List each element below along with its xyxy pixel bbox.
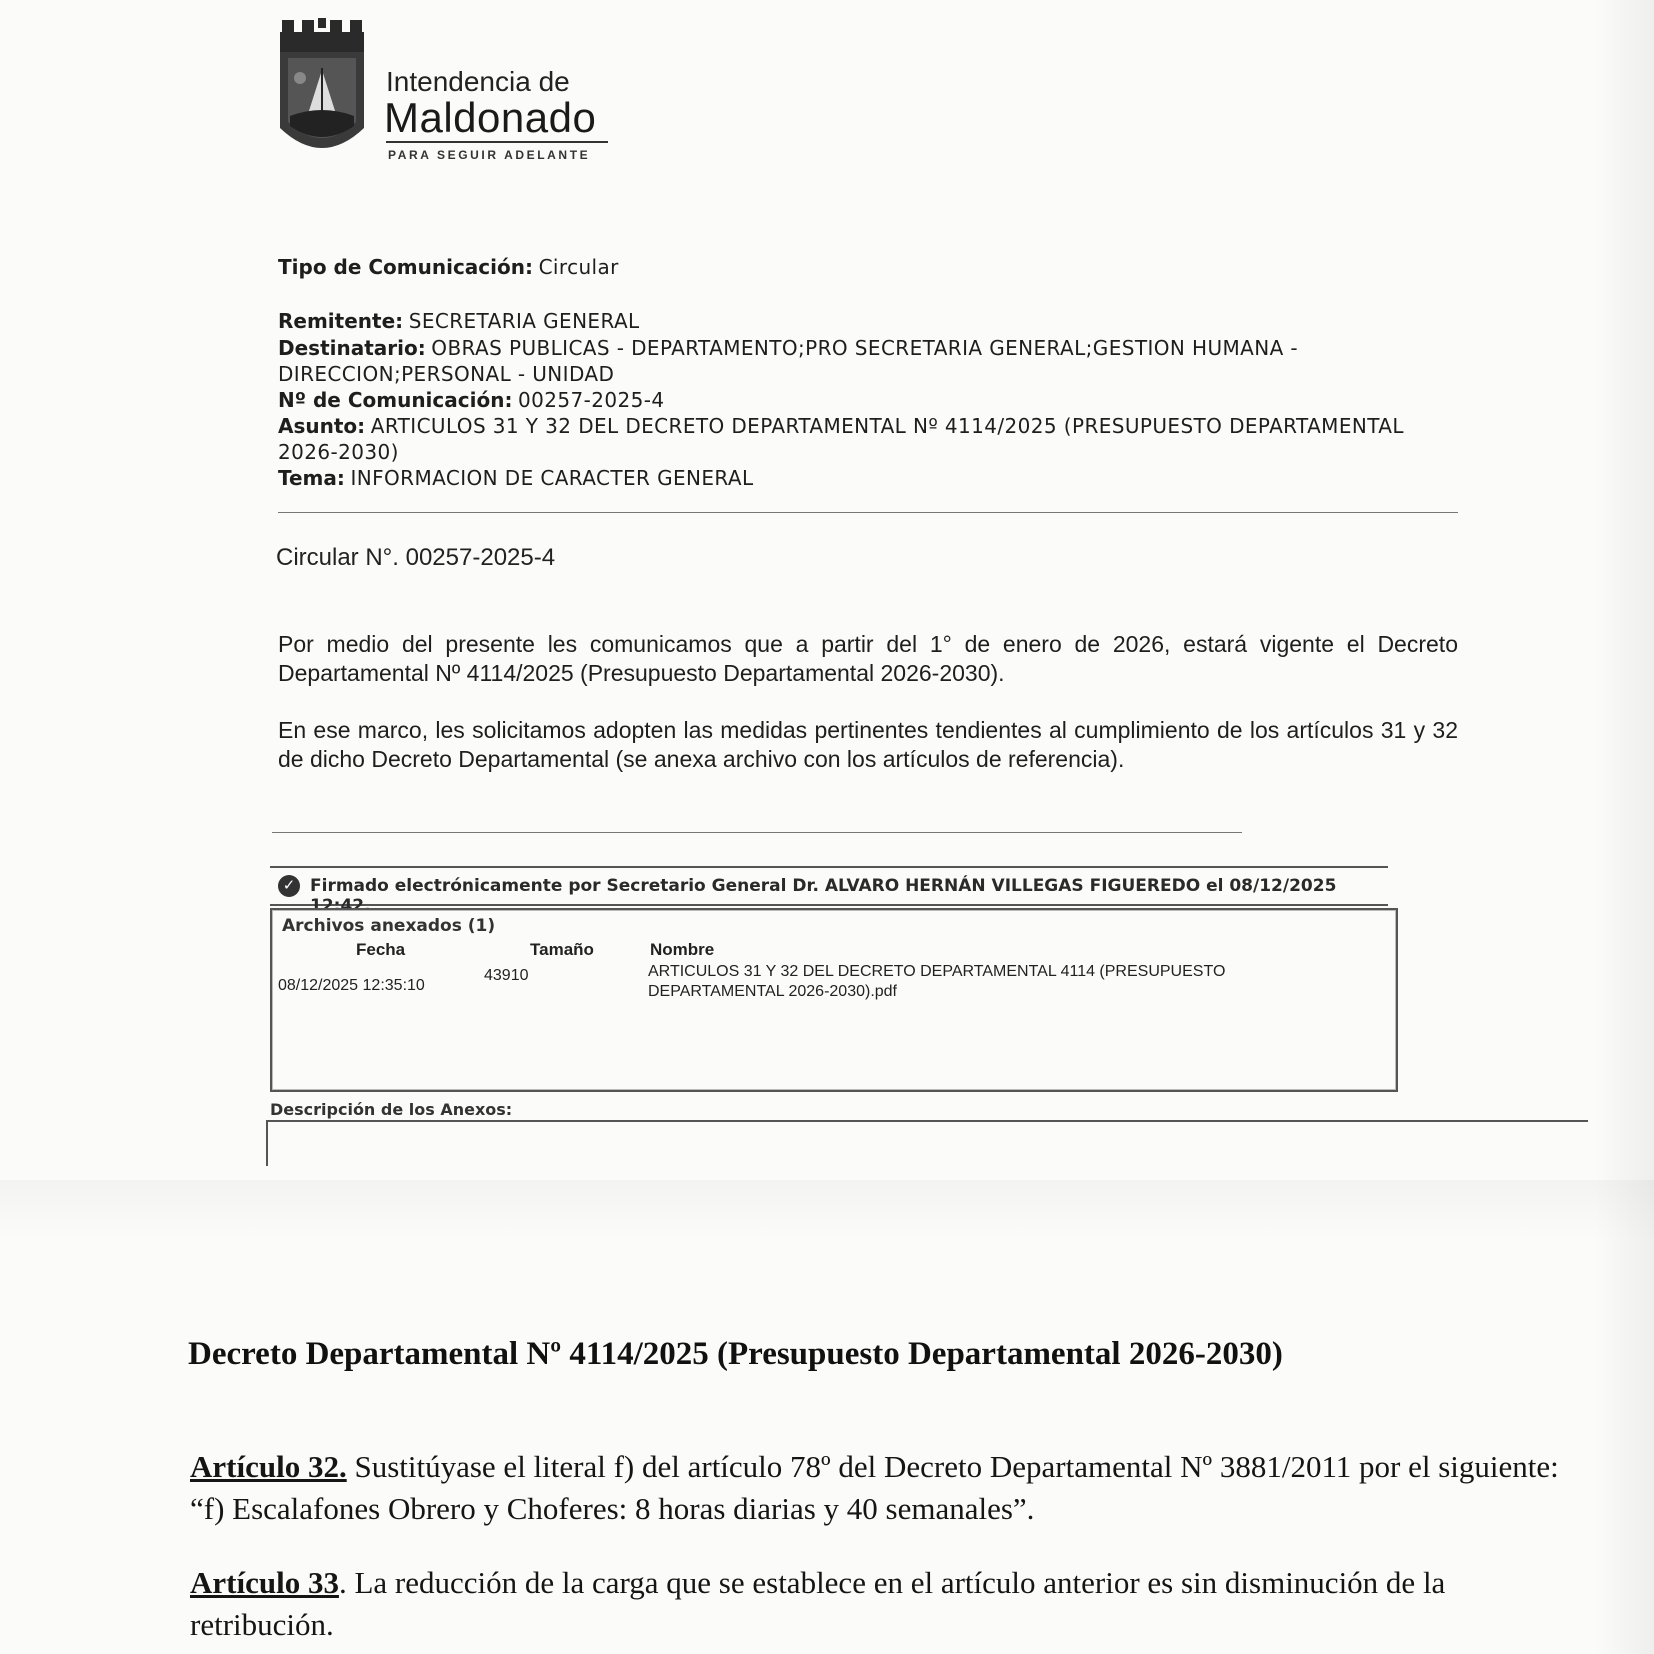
header-divider bbox=[278, 512, 1458, 513]
annex-description-label: Descripción de los Anexos: bbox=[270, 1100, 513, 1119]
field-remitente-label: Remitente: bbox=[278, 309, 404, 333]
body-divider bbox=[272, 832, 1242, 833]
field-tema-label: Tema: bbox=[278, 466, 345, 490]
circular-number: Circular N°. 00257-2025-4 bbox=[276, 544, 556, 571]
article-32-label: Artículo 32. bbox=[190, 1449, 347, 1484]
article-33-label: Artículo 33 bbox=[190, 1565, 339, 1600]
attachment-name-line1: ARTICULOS 31 Y 32 DEL DECRETO DEPARTAMENTAL 4114 (PRESUPUESTO bbox=[648, 963, 1226, 980]
column-header-nombre: Nombre bbox=[650, 940, 715, 959]
article-33-text: . La reducción de la carga que se establece en el artículo anterior es sin disminución de la retribución. bbox=[190, 1565, 1446, 1642]
field-numero-value: 00257-2025-4 bbox=[518, 388, 665, 412]
field-destinatario-label: Destinatario: bbox=[278, 336, 426, 360]
page-fold-shadow bbox=[0, 1180, 1654, 1240]
logo-divider bbox=[386, 141, 608, 143]
field-asunto-cont bbox=[278, 439, 399, 466]
attachments-title: Archivos anexados (1) bbox=[282, 916, 496, 936]
field-asunto-value-1: ARTICULOS 31 Y 32 DEL DECRETO DEPARTAMENTAL Nº 4114/2025 (PRESUPUESTO DEPARTAMENTAL bbox=[370, 414, 1404, 438]
field-tipo-label: Tipo de Comunicación: bbox=[278, 255, 533, 279]
paragraph-2: En ese marco, les solicitamos adopten las medidas pertinentes tendientes al cumplimiento de los artículos 31 y 32 de dicho Decreto Departamental (se anexa archivo con los artículos de referencia). bbox=[278, 717, 1458, 772]
field-tema-value: INFORMACION DE CARACTER GENERAL bbox=[350, 466, 754, 490]
column-header-fecha: Fecha bbox=[356, 940, 406, 959]
field-destinatario-cont bbox=[278, 361, 614, 388]
attachment-name-link[interactable] bbox=[648, 962, 1225, 1002]
article-32-text: Sustitúyase el literal f) del artículo 78º del Decreto Departamental Nº 3881/2011 por el siguiente: “f) Escalafones Obrero y Choferes: 8 horas diarias y 40 semanales”. bbox=[190, 1449, 1559, 1526]
page-edge-shadow bbox=[1594, 0, 1654, 1654]
field-numero-label: Nº de Comunicación: bbox=[278, 388, 513, 412]
attachments-panel bbox=[270, 908, 1398, 1092]
column-header-tamano: Tamaño bbox=[530, 940, 594, 959]
logo-title-line1: Intendencia de bbox=[386, 66, 570, 97]
field-destinatario-value-1: OBRAS PUBLICAS - DEPARTAMENTO;PRO SECRETARIA GENERAL;GESTION HUMANA - bbox=[431, 336, 1299, 360]
field-asunto-label: Asunto: bbox=[278, 414, 366, 438]
paragraph-1: Por medio del presente les comunicamos que a partir del 1° de enero de 2026, estará vigente el Decreto Departamental Nº 4114/2025 (Presupuesto Departamental 2026-2030). bbox=[278, 631, 1458, 686]
field-numero bbox=[278, 387, 665, 414]
article-32 bbox=[190, 1446, 1570, 1530]
attachment-size: 43910 bbox=[484, 967, 529, 984]
decree-title: Decreto Departamental Nº 4114/2025 (Presupuesto Departamental 2026-2030) bbox=[188, 1336, 1283, 1372]
annex-description-field[interactable] bbox=[266, 1120, 1588, 1166]
field-destinatario bbox=[278, 335, 1298, 362]
field-remitente bbox=[278, 308, 640, 335]
field-tema bbox=[278, 465, 754, 492]
field-remitente-value: SECRETARIA GENERAL bbox=[408, 309, 640, 333]
field-destinatario-value-2: DIRECCION;PERSONAL - UNIDAD bbox=[278, 362, 615, 386]
coat-of-arms-icon bbox=[278, 18, 366, 160]
field-tipo bbox=[278, 254, 619, 281]
field-tipo-value: Circular bbox=[538, 255, 619, 279]
signature-text: Firmado electrónicamente por Secretario General Dr. ALVARO HERNÁN VILLEGAS FIGUEREDO el 08/12/2025 12:42. bbox=[310, 876, 1337, 916]
field-asunto bbox=[278, 413, 1404, 440]
check-circle-icon: ✓ bbox=[278, 875, 300, 897]
intendencia-logo bbox=[278, 18, 618, 162]
signature-banner bbox=[270, 866, 1388, 916]
article-33 bbox=[190, 1562, 1570, 1646]
logo-title-line2: Maldonado bbox=[384, 94, 597, 141]
field-asunto-value-2: 2026-2030) bbox=[278, 440, 399, 464]
logo-tagline: PARA SEGUIR ADELANTE bbox=[388, 148, 591, 162]
attachment-name-line2: DEPARTAMENTAL 2026-2030).pdf bbox=[648, 983, 897, 1000]
attachment-date: 08/12/2025 12:35:10 bbox=[278, 977, 425, 994]
